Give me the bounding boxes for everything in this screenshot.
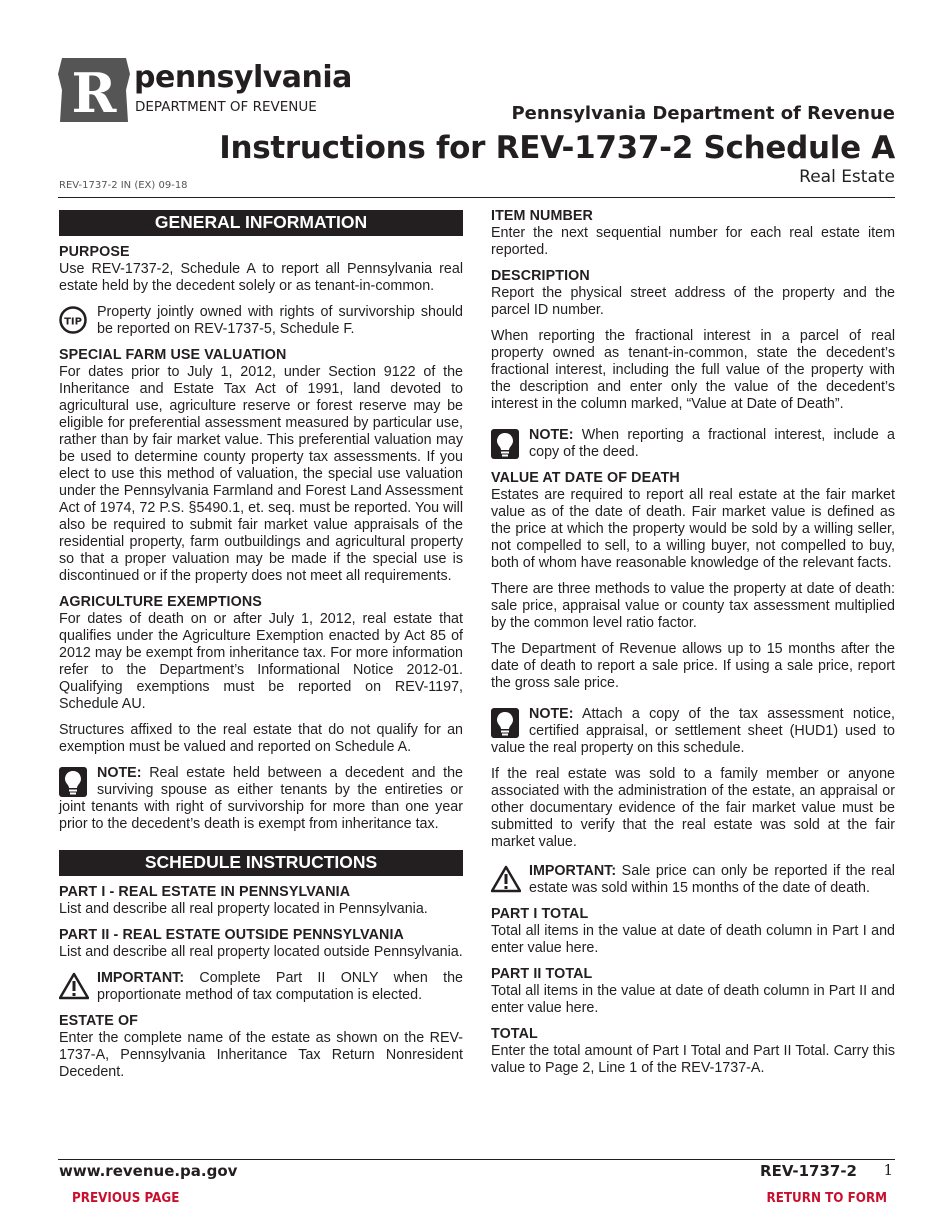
header-divider	[58, 197, 895, 198]
description-heading: DESCRIPTION	[491, 268, 590, 284]
estate-of-heading: ESTATE OF	[59, 1013, 139, 1029]
right-column	[491, 208, 895, 1086]
part2-heading: PART II - REAL ESTATE OUTSIDE PENNSYLVANIA	[59, 927, 404, 943]
schedule-instructions-heading: SCHEDULE INSTRUCTIONS	[59, 850, 463, 876]
purpose-text: Use REV-1737-2, Schedule A to report all Pennsylvania real estate held by the decedent solely or as tenant-in-common.	[59, 261, 463, 294]
farm-valuation-text: For dates prior to July 1, 2012, under Section 9122 of the Inheritance and Estate Tax Act of 1991, land devoted to agricultural use, agriculture reserve or forest reserve may be eligible for preferential assessment measured by particular use, rather than by fair market value. This preferential valuation may be used to determine county property tax assessments. If you elect to use this method of valuation, the special use valuation under the Pennsylvania Farmland and Forest Land Assessment Act of 1974, 72 P.S. §5490.1, et. seq. must be reported. You will also be required to submit fair market value appraisals of the residential property, farm outbuildings and agricultural property so that a proper valuation may be made if the special use is discontinued or if the property does not meet all requirements.	[59, 364, 463, 584]
return-to-form-link[interactable]: RETURN TO FORM	[766, 1191, 887, 1206]
note-box	[59, 765, 463, 833]
note-text: Attach a copy of the tax assessment notice, certified appraisal, or settlement sheet (HUD1) used to value the real property on this schedule.	[491, 706, 896, 756]
form-code: REV-1737-2 IN (EX) 09-18	[59, 180, 188, 191]
note-label: NOTE:	[97, 765, 142, 781]
part2-total-text: Total all items in the value at date of death column in Part II and enter value here.	[491, 983, 895, 1016]
lightbulb-icon	[491, 429, 521, 459]
pa-logo	[58, 56, 352, 126]
sale-price-months-text: The Department of Revenue allows up to 15 months after the date of death to report a sale price. If using a sale price, report the gross sale price.	[491, 641, 895, 691]
important-box	[59, 970, 463, 1004]
important-label: IMPORTANT:	[97, 970, 185, 986]
estate-of-text: Enter the complete name of the estate as shown on the REV-1737-A, Pennsylvania Inheritance Tax Return Nonresident Decedent.	[59, 1030, 463, 1080]
keystone-logo-icon	[58, 56, 130, 126]
warning-icon	[491, 865, 521, 895]
family-member-text: If the real estate was sold to a family member or anyone associated with the administration of the estate, an appraisal or other documentary evidence of the fair market value must be submitted to verify that the real estate was sold at the fair market value.	[491, 766, 895, 850]
description-text: Report the physical street address of the property and the parcel ID number.	[491, 285, 895, 318]
page-title: Instructions for REV-1737-2 Schedule A	[219, 130, 895, 166]
agriculture-exemptions-text: For dates of death on or after July 1, 2012, real estate that qualifies under the Agriculture Exemption enacted by Act 85 of 2012 may be exempt from inheritance tax. For more information refer to the Department’s Informational Notice 2012-01. Qualifying exemptions must be reported on REV-1197, Schedule AU.	[59, 611, 463, 712]
purpose-heading: PURPOSE	[59, 244, 130, 260]
important-box	[491, 863, 895, 897]
footer-form-number: REV-1737-2	[760, 1162, 857, 1180]
item-number-heading: ITEM NUMBER	[491, 208, 593, 224]
part2-total-heading: PART II TOTAL	[491, 966, 593, 982]
svg-text:R: R	[71, 61, 117, 125]
structures-text: Structures affixed to the real estate that do not qualify for an exemption must be valued and reported on Schedule A.	[59, 722, 463, 755]
part1-text: List and describe all real property located in Pennsylvania.	[59, 901, 428, 917]
tip-box	[59, 304, 463, 338]
lightbulb-icon	[491, 708, 521, 738]
agriculture-exemptions-heading: AGRICULTURE EXEMPTIONS	[59, 594, 262, 610]
logo-wordmark: pennsylvania	[134, 60, 352, 95]
footer-divider	[58, 1159, 895, 1160]
value-date-of-death-heading: VALUE AT DATE OF DEATH	[491, 470, 680, 486]
part2-text: List and describe all real property located outside Pennsylvania.	[59, 944, 463, 960]
farm-valuation-heading: SPECIAL FARM USE VALUATION	[59, 347, 287, 363]
note-text: Real estate held between a decedent and the surviving spouse as either tenants by the entireties or joint tenants with right of survivorship for more than one year prior to the decedent’s death is exempt from inheritance tax.	[59, 765, 463, 832]
part1-total-text: Total all items in the value at date of death column in Part I and enter value here.	[491, 923, 895, 956]
important-label: IMPORTANT:	[529, 863, 617, 879]
item-number-text: Enter the next sequential number for each real estate item reported.	[491, 225, 895, 258]
logo-subtext: DEPARTMENT OF REVENUE	[135, 99, 317, 115]
note-box	[491, 427, 895, 461]
general-information-heading: GENERAL INFORMATION	[59, 210, 463, 236]
note-text: When reporting a fractional interest, include a copy of the deed.	[529, 427, 895, 460]
total-heading: TOTAL	[491, 1026, 538, 1042]
tip-text: Property jointly owned with rights of survivorship should be reported on REV-1737-5, Schedule F.	[97, 304, 463, 337]
tip-label: TIP	[64, 316, 82, 328]
important-text: Sale price can only be reported if the real estate was sold within 15 months of the date of death.	[529, 863, 895, 896]
lightbulb-icon	[59, 767, 89, 797]
part1-heading: PART I - REAL ESTATE IN PENNSYLVANIA	[59, 884, 351, 900]
note-label: NOTE:	[529, 427, 574, 443]
value-date-of-death-text: Estates are required to report all real estate at the fair market value as of the date of death. Fair market value is defined as the price at which the property would be sold by a willing seller, not compelled to sell, to a willing buyer, not compelled to buy, both of whom have reasonable knowledge of the relevant facts.	[491, 487, 895, 571]
footer-url: www.revenue.pa.gov	[59, 1162, 238, 1180]
previous-page-link[interactable]: PREVIOUS PAGE	[72, 1191, 180, 1206]
note-label: NOTE:	[529, 706, 574, 722]
important-text: Complete Part II ONLY when the proportionate method of tax computation is elected.	[97, 970, 463, 1003]
valuation-methods-text: There are three methods to value the property at date of death: sale price, appraisal value or county tax assessment multiplied by the common level ratio factor.	[491, 581, 895, 631]
page-number: 1	[883, 1161, 893, 1179]
fractional-interest-text: When reporting the fractional interest in a parcel of real property owned as tenant-in-common, state the decedent’s fractional interest, including the full value of the property with the description and enter only the value of the decedent’s interest in the column marked, “Value at Date of Death”.	[491, 328, 895, 412]
tip-icon	[59, 306, 89, 336]
part1-total-heading: PART I TOTAL	[491, 906, 589, 922]
warning-icon	[59, 972, 89, 1002]
total-text: Enter the total amount of Part I Total and Part II Total. Carry this value to Page 2, Line 1 of the REV-1737-A.	[491, 1043, 895, 1076]
note-box	[491, 706, 895, 757]
page-subtitle: Real Estate	[799, 167, 895, 187]
department-name: Pennsylvania Department of Revenue	[511, 103, 895, 124]
left-column	[59, 208, 463, 1090]
